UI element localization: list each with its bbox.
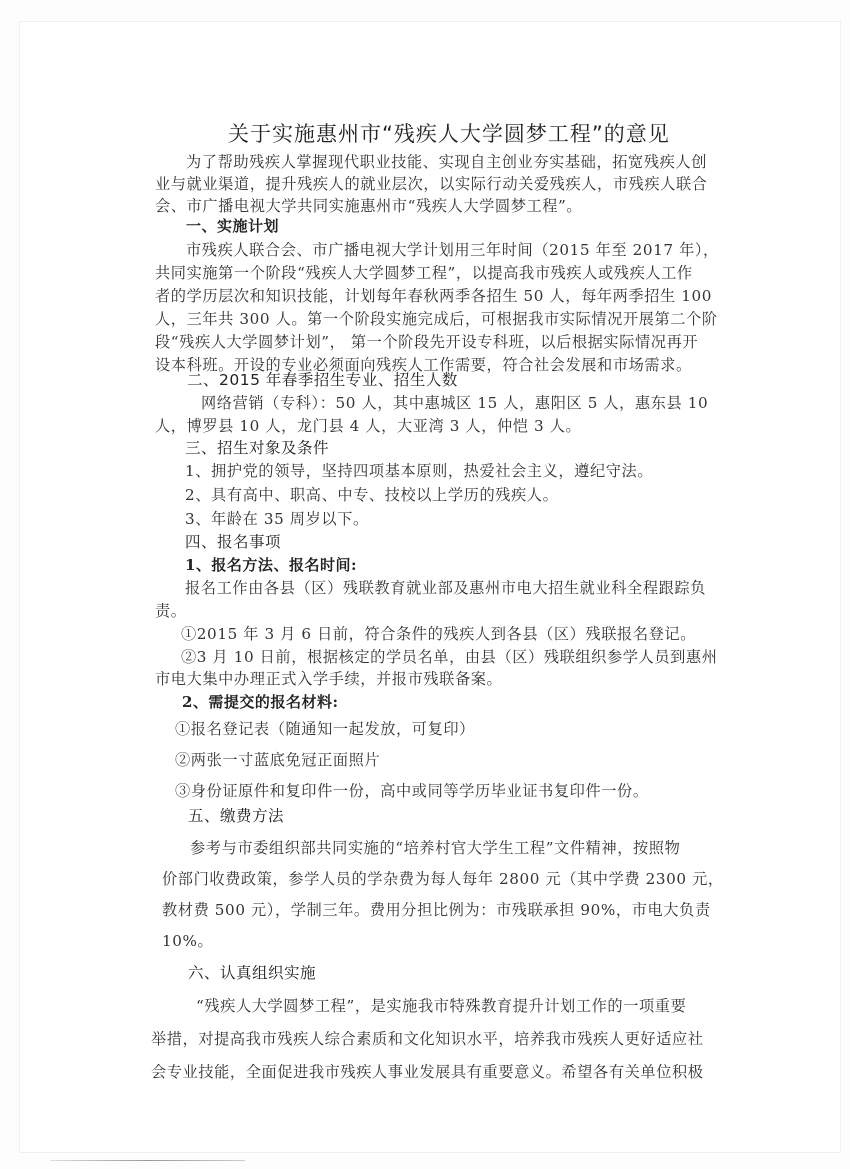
paragraph-line: 价部门收费政策，参学人员的学杂费为每人每年 2800 元（其中学费 2300 元， [162, 870, 724, 888]
paragraph-line: 人，博罗县 10 人，龙门县 4 人，大亚湾 3 人，仲恺 3 人。 [155, 417, 582, 435]
list-item: 2、具有高中、职高、中专、技校以上学历的残疾人。 [185, 486, 559, 504]
section-heading-plan: 一、实施计划 [186, 217, 280, 235]
paragraph-line: 举措，对提高我市残疾人综合素质和文化知识水平，培养我市残疾人更好适应社 [151, 1030, 704, 1048]
list-item: ①报名登记表（随通知一起发放，可复印） [175, 720, 475, 738]
subsection-heading-method: 1、报名方法、报名时间: [185, 556, 357, 574]
list-item: ①2015 年 3 月 6 日前，符合条件的残疾人到各县（区）残联报名登记。 [181, 625, 696, 643]
section-heading-eligibility: 三、招生对象及条件 [185, 439, 330, 457]
paragraph-line: 10%。 [162, 932, 214, 950]
list-item: ③身份证原件和复印件一份，高中或同等学历毕业证书复印件一份。 [175, 782, 649, 800]
paragraph-line: “残疾人大学圆梦工程”，是实施我市特殊教育提升计划工作的一项重要 [196, 997, 687, 1015]
subsection-heading-materials: 2、需提交的报名材料: [182, 693, 339, 711]
paragraph-line: 报名工作由各县（区）残联教育就业部及惠州市电大招生就业科全程跟踪负 [185, 579, 706, 597]
paragraph-line: 设本科班。开设的专业必须面向残疾人工作需要，符合社会发展和市场需求。 [155, 356, 692, 374]
document-title: 关于实施惠州市“残疾人大学圆梦工程”的意见 [228, 122, 670, 146]
paragraph-line: 市残疾人联合会、市广播电视大学计划用三年时间（2015 年至 2017 年）， [186, 241, 719, 259]
paragraph-line: 参考与市委组织部共同实施的“培养村官大学生工程”文件精神，按照物 [190, 839, 681, 857]
list-item: ②两张一寸蓝底免冠正面照片 [175, 751, 381, 769]
paragraph-line: 段“残疾人大学圆梦计划”， 第一个阶段先开设专科班，以后根据实际情况再开 [155, 333, 699, 351]
scan-edge-mark [50, 1160, 245, 1161]
section-heading-registration: 四、报名事项 [185, 533, 282, 551]
intro-line: 业与就业渠道，提升残疾人的就业层次，以实际行动关爱残疾人，市残疾人联合 [155, 175, 708, 193]
list-item: 3、年龄在 35 周岁以下。 [185, 510, 369, 528]
paragraph-line: 网络营销（专科）：50 人，其中惠城区 15 人，惠阳区 5 人，惠东县 10 [201, 394, 709, 412]
section-heading-implementation: 六、认真组织实施 [188, 964, 317, 982]
paragraph-line: 会专业技能，全面促进我市残疾人事业发展具有重要意义。希望各有关单位积极 [151, 1063, 704, 1081]
paragraph-line: 人，三年共 300 人。第一个阶段实施完成后，可根据我市实际情况开展第二个阶 [155, 310, 718, 328]
section-heading-payment: 五、缴费方法 [188, 807, 285, 825]
paragraph-line: 责。 [155, 602, 187, 620]
list-item: 1、拥护党的领导，坚持四项基本原则，热爱社会主义，遵纪守法。 [185, 462, 654, 480]
paragraph-line: 者的学历层次和知识技能，计划每年春秋两季各招生 50 人，每年两季招生 100 [155, 287, 713, 305]
section-heading-enrollment: 二、2015 年春季招生专业、招生人数 [187, 371, 458, 389]
list-item: ②3 月 10 日前，根据核定的学员名单，由县（区）残联组织参学人员到惠州 [181, 648, 718, 666]
intro-line: 会、市广播电视大学共同实施惠州市“残疾人大学圆梦工程”。 [155, 197, 583, 215]
paragraph-line: 共同实施第一个阶段“残疾人大学圆梦工程”，以提高我市残疾人或残疾人工作 [155, 264, 693, 282]
paragraph-line: 市电大集中办理正式入学手续，并报市残联备案。 [155, 670, 503, 688]
paragraph-line: 教材费 500 元），学制三年。费用分担比例为：市残联承担 90%，市电大负责 [162, 901, 711, 919]
intro-line: 为了帮助残疾人掌握现代职业技能、实现自主创业夯实基础，拓宽残疾人创 [186, 153, 707, 171]
